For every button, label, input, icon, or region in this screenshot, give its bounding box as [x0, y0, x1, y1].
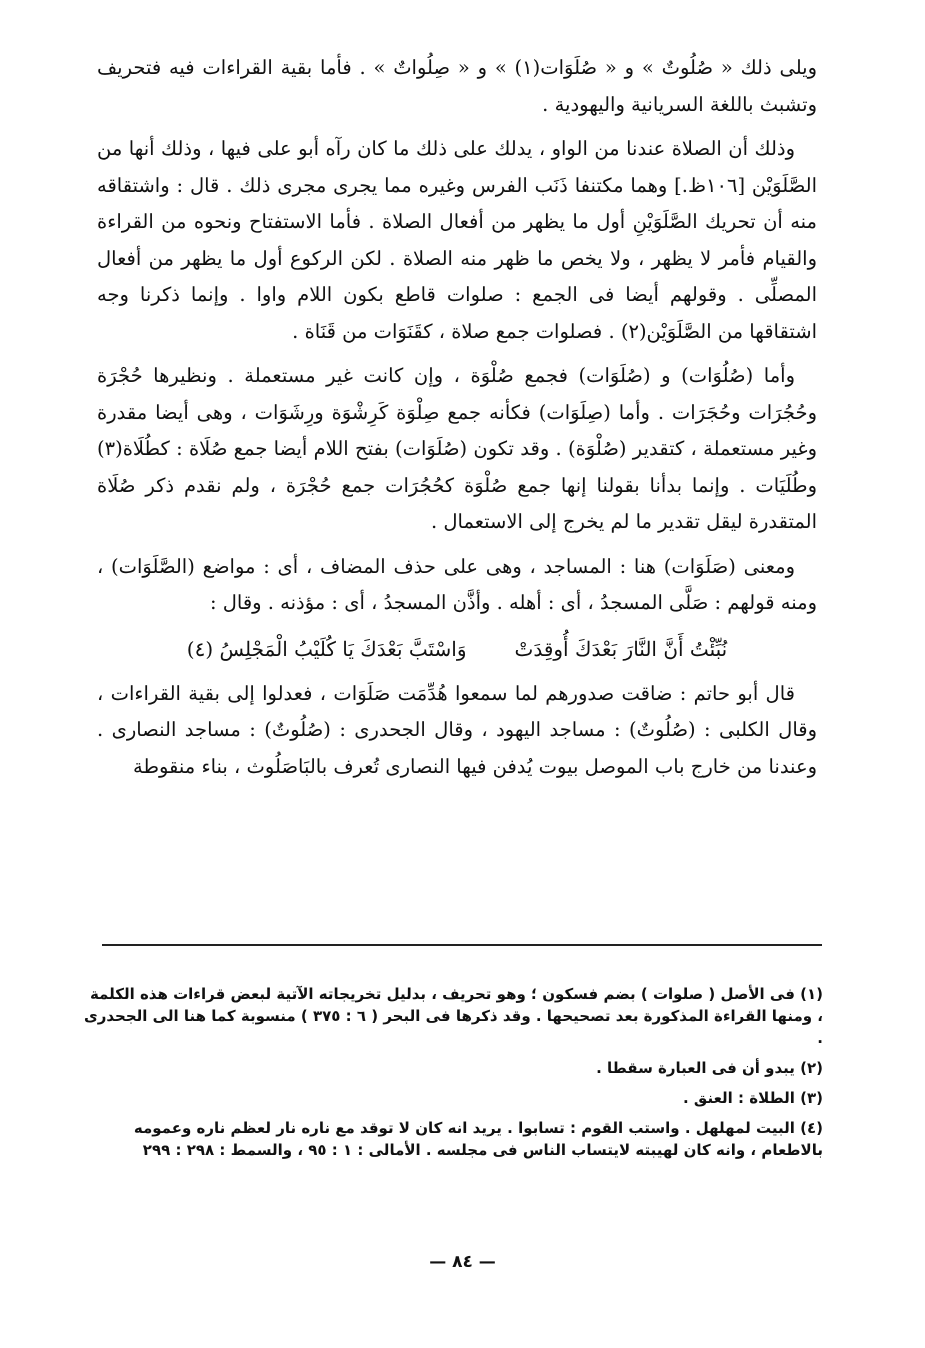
paragraph: ويلى ذلك « صُلُوتٌ » و « صُلَوَات(١) » و « صِلُواتٌ » . فأما بقية القراءات فيه فتحريف وتشبث باللغة السريانية واليهودية .	[97, 56, 817, 116]
paragraph: ومعنى (صَلَوَات) هنا : المساجد ، وهى على حذف المضاف ، أى : مواضع (الصَّلَوَات) ، ومنه قولهم : صَلَّى المسجدُ ، أى : أهله . وأذَّن المسجدُ ، أى : مؤذنه . وقال :	[97, 554, 817, 614]
main-text	[97, 50, 817, 793]
footnote-divider	[102, 944, 822, 946]
paragraph: قال أبو حاتم : ضاقت صدورهم لما سمعوا هُدِّمَت صَلَوَات ، فعدلوا إلى بقية القراءات ، وقال الكلبى : (صُلُوتٌ) : مساجد اليهود ، وقال الجحدرى : (صُلُوتٌ) : مساجد النصارى . وعندنا من خارج باب الموصل بيوت يُدفن فيها النصارى تُعرف بالبَاصَلُوث ، بناء منقوطة	[97, 681, 817, 778]
paragraph: وذلك أن الصلاة عندنا من الواو ، يدلك على ذلك ما كان رآه أبو على فيها ، وذلك أنها من الصَّلَوَيْن [١٠٦ظ.] وهما مكتنفا ذَنَب الفرس وغيره مما يجرى مجرى ذلك . قال : واشتقاقه منه أن تحريك الصَّلَوَيْنِ أول ما يظهر من أفعال الصلاة . فأما الاستفتاح ونحوه من القراءة والقيام فأمر لا يظهر ، ولا يخص ما ظهر منه الصلاة . لكن الركوع أول ما يظهر من أفعال المصلِّى . وقولهم أيضا فى الجمع : صلوات قاطع بكون اللام واوا . وإنما ذكرنا وجه اشتقاقها من الصَّلَوَيْن(٢) . فصلوات جمع صلاة ، كقَنَوَات من قَنَاة .	[97, 137, 817, 343]
verse-first-hemistich: نُبِّئْتُ أَنَّ النَّارَ بَعْدَكَ أُوقِدَتْ	[514, 636, 728, 661]
footnote: (٢) يبدو أن فى العبارة سقطا .	[596, 1059, 823, 1077]
page-number: — ٨٤ —	[429, 1252, 496, 1272]
poetry-verse	[97, 630, 817, 668]
footnote: (٤) البيت لمهلهل . واستب القوم : تسابوا . يريد انه كان لا توقد مع ناره نار لعظم ناره وعمومه بالاطعام ، وانه كان لهيبته لايتساب الناس فى مجلسه . الأمالى : ١ : ٩٥ ، والسمط : ٢٩٨ : ٢٩٩	[133, 1119, 823, 1159]
footnotes	[83, 983, 823, 1169]
verse-second-hemistich: وَاسْتَبَّ بَعْدَكَ يَا كُلَيْبُ الْمَجْلِسُ (٤)	[186, 636, 467, 661]
paragraph: وأما (صُلُوَات) و (صُلَوَات) فجمع صُلْوَة ، وإن كانت غير مستعملة . ونظيرها حُجْرَة وحُجُرَات وحُجَرَات . وأما (صِلَوَات) فكأنه جمع صِلْوَة كَرِشْوَة ورِشَوَات ، وهى أيضا مقدرة وغير مستعملة ، كتقدير (صُلْوَة) . وقد تكون (صُلَوَات) بفتح اللام أيضا جمع صُلَاة : كطُلَاة(٣) وطُلَيَات . وإنما بدأنا بقولنا إنها جمع صُلْوَة كحُجُرَات جمع حُجْرَة ، ولم نقدم ذكر صُلَاة المتقدرة ليقل تقدير ما لم يخرج إلى الاستعمال .	[97, 364, 817, 533]
footnote: (١) فى الأصل ( صلوات ) بضم فسكون ؛ وهو تحريف ، بدليل تخريجاته الآتية لبعض قراءات هذه الكلمة ، ومنها القراءة المذكورة بعد تصحيحها . وقد ذكرها فى البحر ( ٦ : ٣٧٥ ) منسوبة كما هنا الى الجحدرى .	[84, 985, 823, 1047]
footnote: (٣) الطلاة : العنق .	[683, 1089, 823, 1107]
